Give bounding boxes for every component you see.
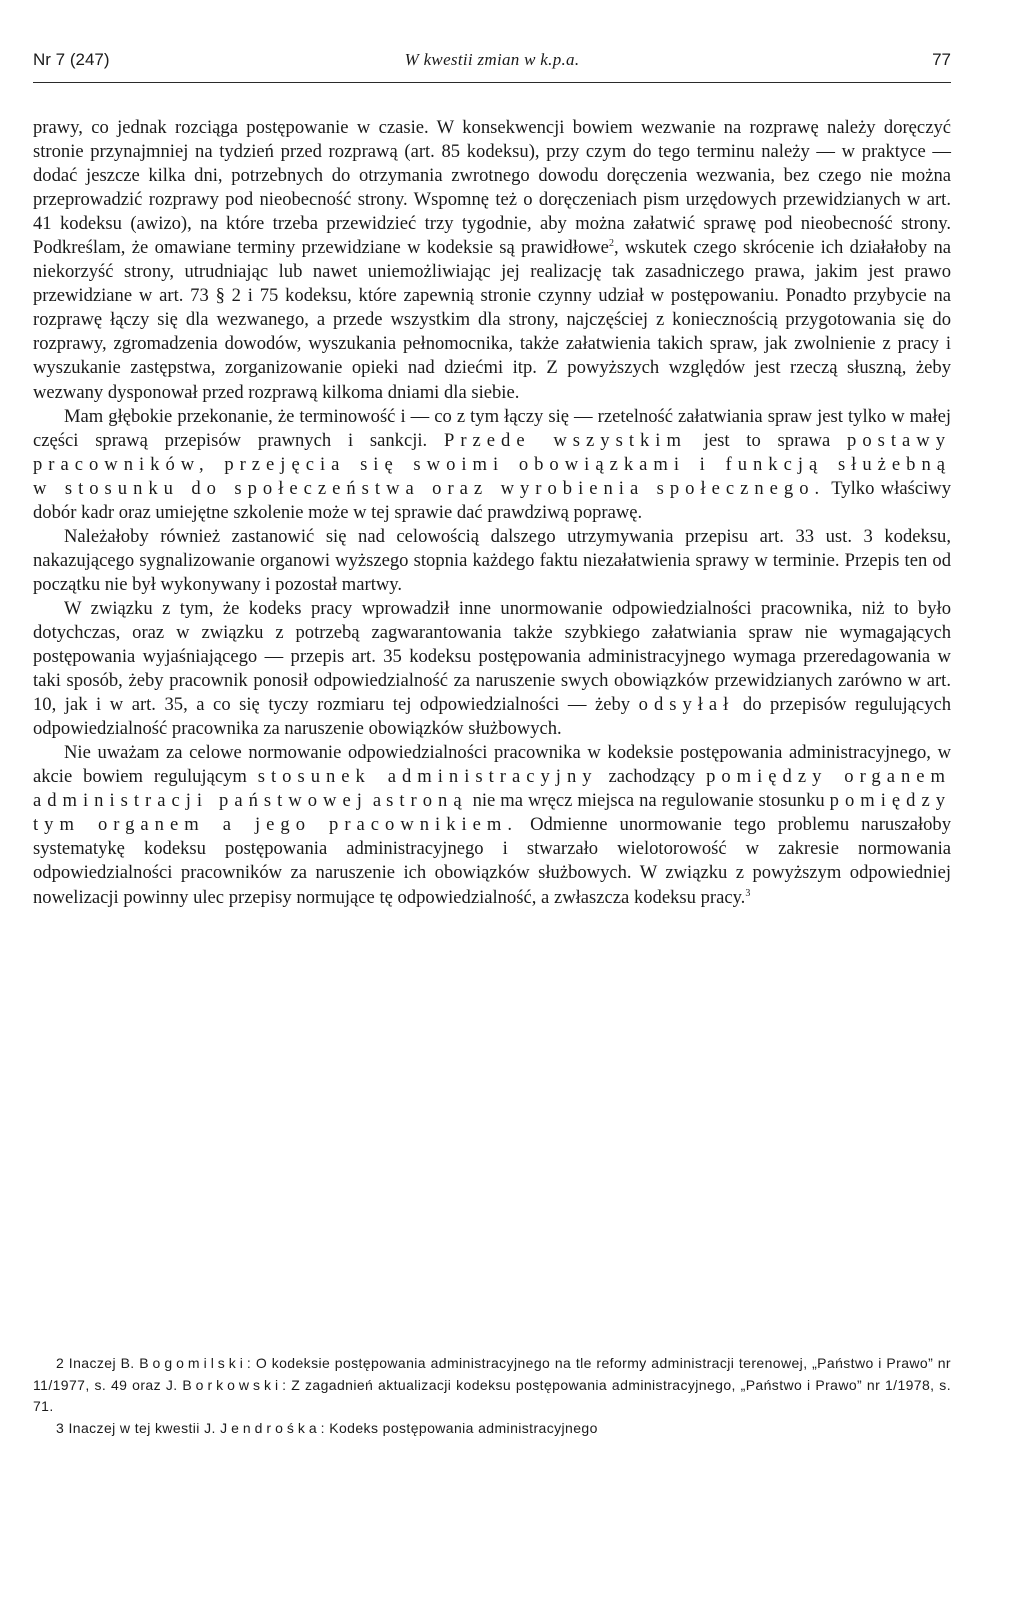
paragraph-2-text: Mam głębokie przekonanie, że terminowość i — co z tym łączy się — rzetelność załatwiania spraw jest tylko w małej części sprawą przepisów prawnych i sankcji.	[33, 405, 951, 451]
footnote-3-text: Inaczej w tej kwestii J.	[64, 1419, 221, 1436]
paragraph-4-text-end: do przepisów regulujących odpowiedzialność pracownika za naruszenie obowiązków służbowych.	[33, 694, 951, 740]
emphasis-spaced: stroną	[386, 790, 468, 812]
footnote-2-text-b: : O kodeksie postępowania administracyjnego na tle reformy administracji terenowej, „Państwo i Prawo” nr 11/1977, s. 49 oraz J.	[33, 1355, 951, 1393]
emphasis-spaced: pomiędzy tym organem a jego pracownikiem.	[33, 790, 951, 836]
paragraph-3	[33, 525, 951, 597]
paragraph-5-text-b: zachodzący	[597, 766, 707, 788]
paragraph-5	[33, 741, 951, 909]
footnote-2-number: 2	[56, 1355, 65, 1371]
paragraph-2	[33, 405, 951, 525]
page-number: 77	[932, 50, 951, 69]
main-text	[33, 116, 951, 910]
footnote-2-text-c: : Z zagadnień aktualizacji kodeksu postępowania administracyjnego, „Państwo i Prawo” nr 1/1978, s. 71.	[33, 1376, 951, 1414]
footnote-3	[33, 1418, 951, 1440]
footnote-2-text: Inaczej B.	[64, 1355, 140, 1371]
paragraph-5-text-end: Odmienne unormowanie tego problemu naruszałoby systematykę kodeksu postępowania administracyjnego i stwarzało wielotorowość w zakresie normowania odpowiedzialności pracowników za naruszenie ich obowiązków służbowych. W związku z powyższym odpowiedniej nowelizacji powinny ulec przepisy normujące tę odpowiedzialność, a zwłaszcza kodeksu pracy.	[33, 814, 951, 908]
author-name: Bogomilski	[139, 1355, 247, 1371]
emphasis-spaced: postawy pracowników, przejęcia się swoimi obowiązkami i funkcją służebną w stosunku do społeczeństwa oraz wyrobienia społecznego.	[33, 429, 951, 499]
emphasis-spaced: pomiędzy organem administracji państwowej	[33, 766, 951, 812]
footnote-ref-3: 3	[745, 887, 751, 899]
paragraph-5-text-d: nie ma wręcz miejsca na regulowanie stosunku	[467, 790, 830, 812]
paragraph-2-text-mid: jest to sprawa	[686, 429, 848, 451]
paragraph-2-text-end: Tylko właściwy dobór kadr oraz umiejętne szkolenie może w tej sprawie dać prawdziwą poprawę.	[33, 477, 951, 523]
paragraph-5-text: Nie uważam za celowe normowanie odpowiedzialności pracownika w kodeksie postępowania administracyjnego, w akcie bowiem regulującym	[33, 742, 951, 788]
emphasis-spaced: stosunek administracyjny	[257, 766, 598, 788]
paragraph-1-text-cont: , wskutek czego skrócenie ich działałoby na niekorzyść strony, utrudniając lub nawet uniemożliwiając jej realizację tak zasadniczego prawa, jakim jest prawo przewidziane w art. 73 § 2 i 75 kodeksu, które zapewnią stronie czynny udział w postępowaniu. Ponadto przybycie na rozprawę łączy się dla wezwanego, a przede wszystkim dla strony, najczęściej z koniecznością przygotowania się do rozprawy, zgromadzenia dowodów, wyszukania pełnomocnika, także załatwienia takich spraw, jak zwolnienie z pracy i wyszukanie zastępstwa, zorganizowanie opieki nad dziećmi itp. Z powyższych względów jest rzeczą słuszną, żeby wezwany dysponował przed rozprawą kilkoma dniami dla siebie.	[33, 237, 951, 403]
running-header	[33, 50, 951, 74]
paragraph-4-text: W związku z tym, że kodeks pracy wprowadził inne unormowanie odpowiedzialności pracownika, niż to było dotychczas, oraz w związku z potrzebą zagwarantowania także szybkiego załatwiania spraw nie wymagających postępowania wyjaśniającego — przepis art. 35 kodeksu postępowania administracyjnego wymaga przeredagowania w taki sposób, żeby pracownik ponosił odpowiedzialność za naruszenie swych obowiązków przewidzianych zarówno w art. 10, jak i w art. 35, a co się tyczy rozmiaru tej odpowiedzialności — żeby	[33, 597, 951, 716]
author-name: Jendrośka	[220, 1419, 321, 1436]
header-title: W kwestii zmian w k.p.a.	[404, 50, 580, 69]
paragraph-1	[33, 116, 951, 405]
issue-number: Nr 7 (247)	[33, 50, 110, 69]
author-name: Borkowski	[182, 1376, 283, 1393]
paragraph-4	[33, 597, 951, 741]
header-rule	[33, 82, 951, 83]
footnote-ref-2: 2	[608, 238, 614, 250]
footnotes	[33, 1353, 951, 1439]
paragraph-5-text-c: a	[367, 790, 387, 812]
emphasis-spaced: Przede wszystkim	[444, 429, 687, 451]
paragraph-3-text: Należałoby również zastanowić się nad celowością dalszego utrzymywania przepisu art. 33 ust. 3 kodeksu, nakazującego sygnalizowanie organowi wyższego stopnia każdego faktu niezałatwienia sprawy w terminie. Przepis ten od początku nie był wykonywany i pozostał martwy.	[33, 525, 951, 595]
footnote-2	[33, 1353, 951, 1418]
footnote-3-number: 3	[56, 1419, 65, 1436]
paragraph-1-text: prawy, co jednak rozciąga postępowanie w czasie. W konsekwencji bowiem wezwanie na rozprawę należy doręczyć stronie przynajmniej na tydzień przed rozprawą (art. 85 kodeksu), przy czym do tego terminu należy — w praktyce — dodać jeszcze kilka dni, potrzebnych do otrzymania zwrotnego dowodu doręczenia wezwania, bez czego nie można przeprowadzić rozprawy pod nieobecność strony. Wspomnę też o doręczeniach pism urzędowych przewidzianych w art. 41 kodeksu (awizo), na które trzeba przewidzieć trzy tygodnie, aby można załatwić sprawę pod nieobecność strony. Podkreślam, że omawiane terminy przewidziane w kodeksie są prawidłowe	[33, 117, 951, 259]
footnote-3-text-b: : Kodeks postępowania administracyjnego	[320, 1419, 598, 1436]
emphasis-spaced: odsyłał	[638, 694, 735, 716]
